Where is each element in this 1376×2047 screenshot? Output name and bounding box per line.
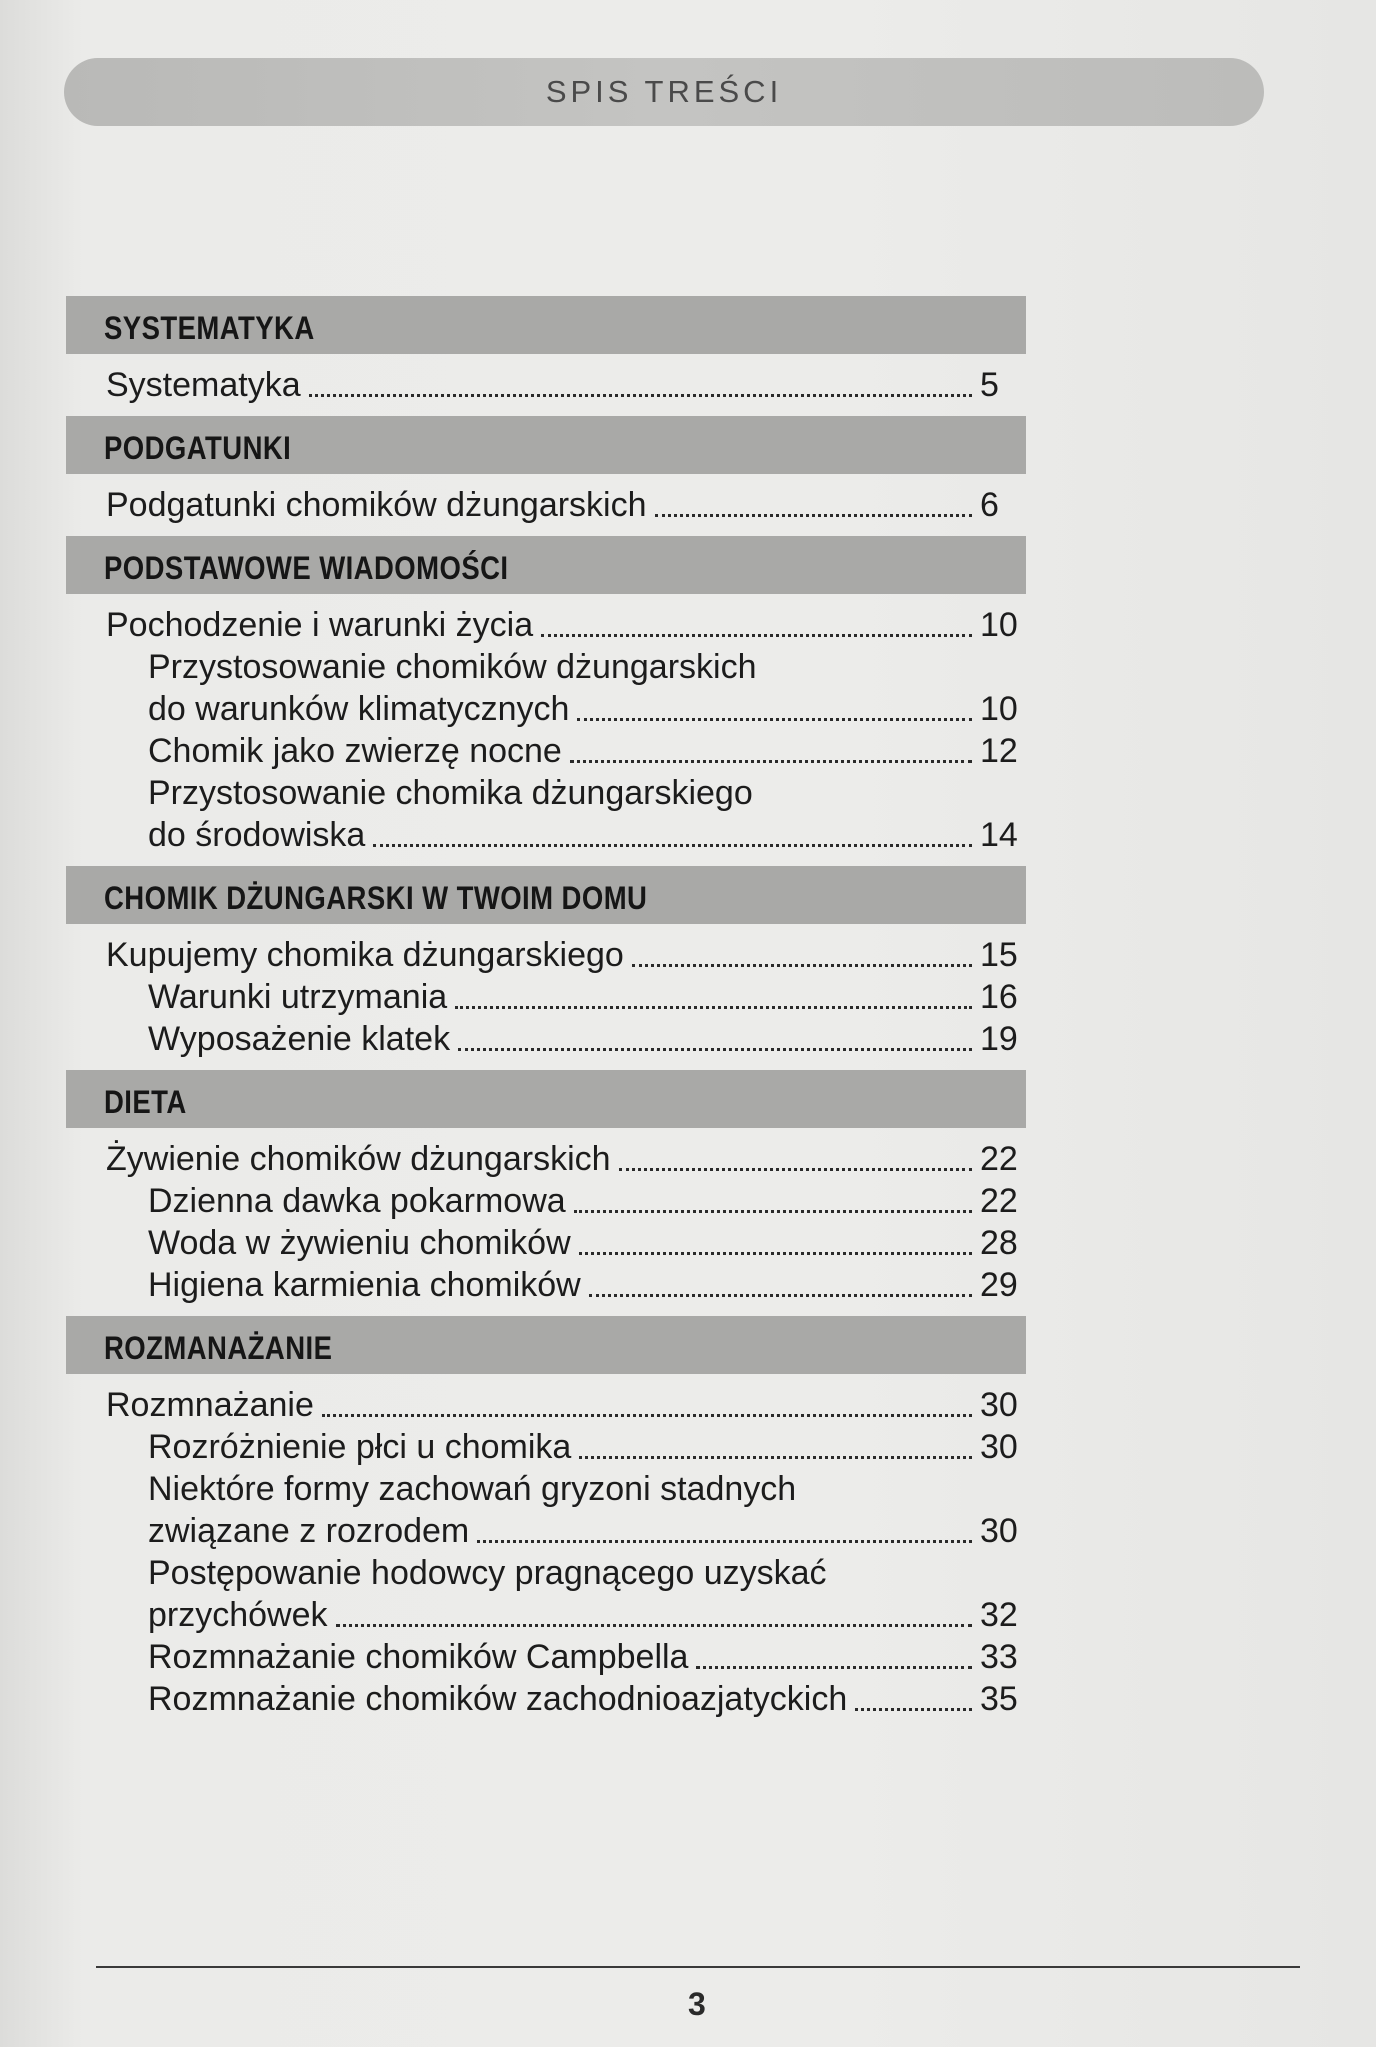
toc-entry-title: przychówek	[148, 1596, 328, 1634]
toc-entry-title: Chomik jako zwierzę nocne	[148, 732, 562, 770]
dot-leader	[570, 760, 972, 763]
toc-entry-title: Rozmnażanie	[106, 1386, 314, 1424]
toc-entry-page: 30	[980, 1386, 1018, 1424]
toc-entry-page: 10	[980, 690, 1018, 728]
toc-entry-page: 12	[980, 732, 1018, 770]
dot-leader	[336, 1624, 972, 1627]
toc-entry-page: 32	[980, 1596, 1018, 1634]
section-heading: CHOMIK DŻUNGARSKI W TWOIM DOMU	[104, 880, 648, 916]
toc-entry-title: Dzienna dawka pokarmowa	[148, 1182, 566, 1220]
toc-entry	[66, 1222, 1026, 1264]
toc-entry-first-line: Niektóre formy zachowań gryzoni stadnych	[148, 1470, 797, 1508]
toc-entry-page: 35	[980, 1680, 1018, 1718]
toc-entry	[66, 484, 1026, 526]
toc-entry	[66, 1594, 1026, 1636]
toc-entry-title: Rozmnażanie chomików Campbella	[148, 1638, 689, 1676]
section-heading-bar	[66, 416, 1026, 474]
section-heading: PODGATUNKI	[104, 430, 292, 466]
toc-entry-page: 22	[980, 1182, 1018, 1220]
toc-entry	[66, 1678, 1026, 1720]
toc-entry-title: Woda w żywieniu chomików	[148, 1224, 571, 1262]
toc-entry	[66, 1636, 1026, 1678]
toc-entry-first-line: Przystosowanie chomika dżungarskiego	[148, 774, 753, 812]
section-heading: SYSTEMATYKA	[104, 310, 315, 346]
toc-entry-page: 5	[980, 366, 999, 404]
toc-entry-page: 30	[980, 1512, 1018, 1550]
toc-entry	[66, 1384, 1026, 1426]
toc-section	[66, 1316, 1026, 1720]
toc-entry-title: Kupujemy chomika dżungarskiego	[106, 936, 624, 974]
toc-entry-page: 22	[980, 1140, 1018, 1178]
toc-section	[66, 1070, 1026, 1306]
toc-entry	[66, 1426, 1026, 1468]
toc-entry-title: Rozmnażanie chomików zachodnioazjatyckich	[148, 1680, 848, 1718]
toc-entry-title: związane z rozrodem	[148, 1512, 470, 1550]
table-of-contents	[66, 296, 1026, 1730]
dot-leader	[577, 718, 972, 721]
toc-entry	[66, 976, 1026, 1018]
toc-entry-page: 14	[980, 816, 1018, 854]
toc-entry	[66, 934, 1026, 976]
toc-entry-page: 6	[980, 486, 999, 524]
section-heading: PODSTAWOWE WIADOMOŚCI	[104, 550, 509, 586]
footer-divider	[96, 1966, 1300, 1968]
toc-entry-title: Wyposażenie klatek	[148, 1020, 451, 1058]
dot-leader	[458, 1048, 972, 1051]
dot-leader	[477, 1540, 972, 1543]
toc-entry-page: 28	[980, 1224, 1018, 1262]
dot-leader	[322, 1414, 972, 1417]
page-title: SPIS TREŚCI	[545, 74, 783, 109]
toc-entry	[66, 1138, 1026, 1180]
toc-entry	[66, 604, 1026, 646]
dot-leader	[541, 634, 972, 637]
dot-leader	[696, 1666, 972, 1669]
toc-entry-title: Pochodzenie i warunki życia	[106, 606, 534, 644]
toc-section	[66, 866, 1026, 1060]
toc-entry	[66, 364, 1026, 406]
section-heading-bar	[66, 296, 1026, 354]
toc-section	[66, 536, 1026, 856]
toc-entry-page: 15	[980, 936, 1018, 974]
dot-leader	[373, 844, 972, 847]
toc-entry	[66, 1264, 1026, 1306]
page-number: 3	[688, 1986, 706, 2022]
toc-section	[66, 296, 1026, 406]
toc-entry-title: Systematyka	[106, 366, 301, 404]
toc-entry-page: 19	[980, 1020, 1018, 1058]
dot-leader	[655, 514, 972, 517]
dot-leader	[855, 1708, 972, 1711]
toc-entry	[66, 814, 1026, 856]
toc-entry-first-line: Przystosowanie chomików dżungarskich	[148, 648, 757, 686]
toc-section	[66, 416, 1026, 526]
section-heading-bar	[66, 1316, 1026, 1374]
dot-leader	[455, 1006, 972, 1009]
dot-leader	[632, 964, 972, 967]
toc-entry-title: do środowiska	[148, 816, 366, 854]
dot-leader	[589, 1294, 972, 1297]
dot-leader	[574, 1210, 972, 1213]
toc-entry-title: Żywienie chomików dżungarskich	[106, 1140, 611, 1178]
dot-leader	[579, 1456, 972, 1459]
toc-entry	[66, 730, 1026, 772]
toc-entry-page: 16	[980, 978, 1018, 1016]
toc-entry	[66, 688, 1026, 730]
toc-entry-page: 29	[980, 1266, 1018, 1304]
toc-entry-title: do warunków klimatycznych	[148, 690, 570, 728]
section-heading-bar	[66, 536, 1026, 594]
section-heading: ROZMANAŻANIE	[104, 1330, 333, 1366]
dot-leader	[619, 1168, 972, 1171]
header-bar	[64, 58, 1264, 126]
section-heading-bar	[66, 866, 1026, 924]
toc-entry-page: 30	[980, 1428, 1018, 1466]
toc-entry-title: Warunki utrzymania	[148, 978, 448, 1016]
toc-entry-first-line: Postępowanie hodowcy pragnącego uzyskać	[148, 1554, 827, 1592]
toc-entry	[66, 1510, 1026, 1552]
dot-leader	[579, 1252, 972, 1255]
toc-entry-title: Podgatunki chomików dżungarskich	[106, 486, 647, 524]
dot-leader	[309, 394, 972, 397]
toc-entry-title: Higiena karmienia chomików	[148, 1266, 581, 1304]
toc-entry-page: 10	[980, 606, 1018, 644]
toc-entry-title: Rozróżnienie płci u chomika	[148, 1428, 572, 1466]
toc-entry-page: 33	[980, 1638, 1018, 1676]
toc-entry	[66, 1018, 1026, 1060]
section-heading: DIETA	[104, 1084, 187, 1120]
section-heading-bar	[66, 1070, 1026, 1128]
toc-entry	[66, 1180, 1026, 1222]
